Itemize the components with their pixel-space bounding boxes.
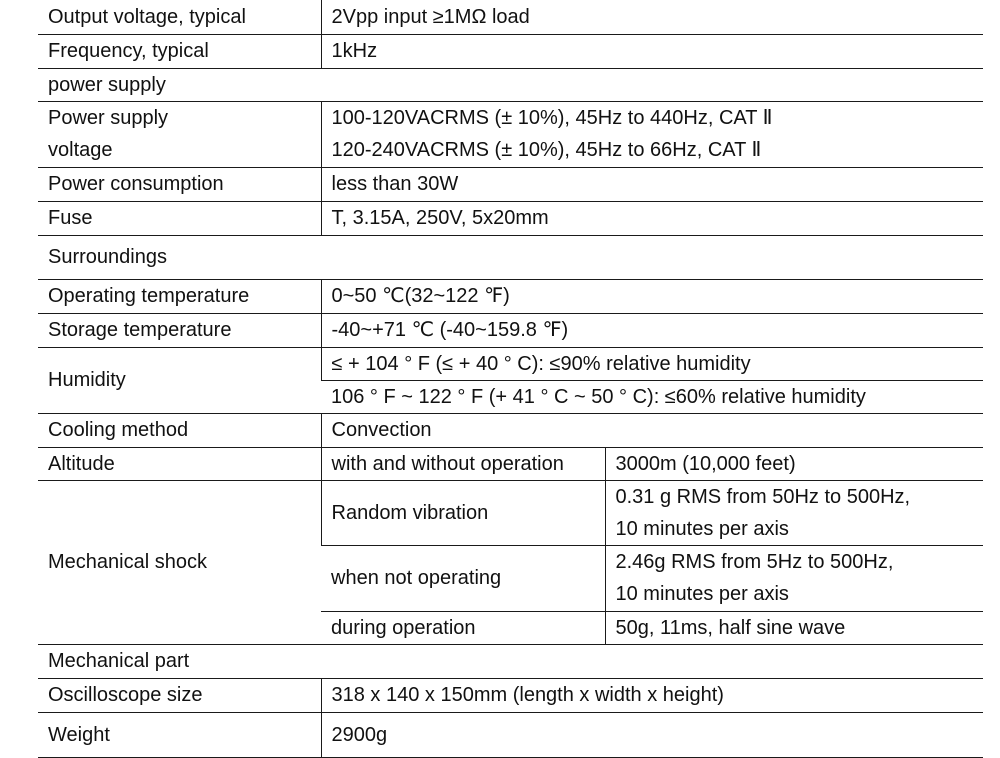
row-weight [38, 712, 983, 757]
condition-not-operating: when not operating [321, 545, 605, 611]
row-power-consumption [38, 167, 983, 201]
label-power-consumption: Power consumption [38, 167, 321, 201]
value-power-consumption: less than 30W [321, 167, 983, 201]
condition-random-vibration: Random vibration [321, 480, 605, 545]
spec-table [38, 0, 983, 758]
value-oscilloscope-size: 318 x 140 x 150mm (length x width x height) [321, 678, 983, 712]
value-fuse: T, 3.15A, 250V, 5x20mm [321, 201, 983, 235]
row-operating-temperature [38, 279, 983, 313]
row-cooling-method [38, 413, 983, 447]
label-power-supply-voltage-line1: Power supply [48, 107, 169, 129]
value-random-vibration [605, 480, 983, 545]
value-humidity-1: ≤ + 104 ° F (≤ + 40 ° C): ≤90% relative humidity [321, 347, 983, 380]
value-power-supply-voltage-line2: 120-240VACRMS (± 10%), 45Hz to 66Hz, CAT Ⅱ [331, 139, 762, 161]
value-not-operating [605, 545, 983, 611]
row-power-supply-voltage [38, 101, 983, 167]
label-operating-temperature: Operating temperature [38, 279, 321, 313]
label-frequency: Frequency, typical [38, 34, 321, 68]
label-altitude: Altitude [38, 447, 321, 480]
value-humidity-2: 106 ° F ~ 122 ° F (+ 41 ° C ~ 50 ° C): ≤60% relative humidity [321, 380, 983, 413]
row-oscilloscope-size [38, 678, 983, 712]
label-oscilloscope-size: Oscilloscope size [38, 678, 321, 712]
value-altitude: 3000m (10,000 feet) [605, 447, 983, 480]
condition-altitude: with and without operation [321, 447, 605, 480]
value-power-supply-voltage [321, 101, 983, 167]
label-cooling-method: Cooling method [38, 413, 321, 447]
row-humidity-1 [38, 347, 983, 380]
row-frequency [38, 34, 983, 68]
value-output-voltage: 2Vpp input ≥1MΩ load [321, 0, 983, 34]
value-cooling-method: Convection [321, 413, 983, 447]
section-title-surroundings: Surroundings [38, 235, 983, 279]
row-storage-temperature [38, 313, 983, 347]
value-frequency: 1kHz [321, 34, 983, 68]
row-random-vibration [38, 480, 983, 545]
label-power-supply-voltage-line2: voltage [48, 139, 113, 161]
section-title-power-supply: power supply [38, 68, 983, 101]
row-output-voltage [38, 0, 983, 34]
section-title-mechanical-part: Mechanical part [38, 644, 983, 678]
label-weight: Weight [38, 712, 321, 757]
value-during-operation: 50g, 11ms, half sine wave [605, 611, 983, 644]
row-fuse [38, 201, 983, 235]
label-power-supply-voltage [38, 101, 321, 167]
value-not-operating-line2: 10 minutes per axis [615, 583, 789, 605]
section-power-supply [38, 68, 983, 101]
value-random-vibration-line1: 0.31 g RMS from 50Hz to 500Hz, [615, 485, 911, 508]
value-power-supply-voltage-line1: 100-120VACRMS (± 10%), 45Hz to 440Hz, CAT Ⅱ [331, 107, 773, 129]
condition-during-operation: during operation [321, 611, 605, 644]
label-fuse: Fuse [38, 201, 321, 235]
row-altitude [38, 447, 983, 480]
value-random-vibration-line2: 10 minutes per axis [615, 517, 789, 540]
value-weight: 2900g [321, 712, 983, 757]
label-mechanical-shock: Mechanical shock [38, 480, 321, 644]
value-storage-temperature: -40~+71 ℃ (-40~159.8 ℉) [321, 313, 983, 347]
value-not-operating-line1: 2.46g RMS from 5Hz to 500Hz, [615, 551, 894, 573]
label-output-voltage: Output voltage, typical [38, 0, 321, 34]
section-surroundings [38, 235, 983, 279]
label-storage-temperature: Storage temperature [38, 313, 321, 347]
section-mechanical-part [38, 644, 983, 678]
value-operating-temperature: 0~50 ℃(32~122 ℉) [321, 279, 983, 313]
label-humidity: Humidity [38, 347, 321, 413]
